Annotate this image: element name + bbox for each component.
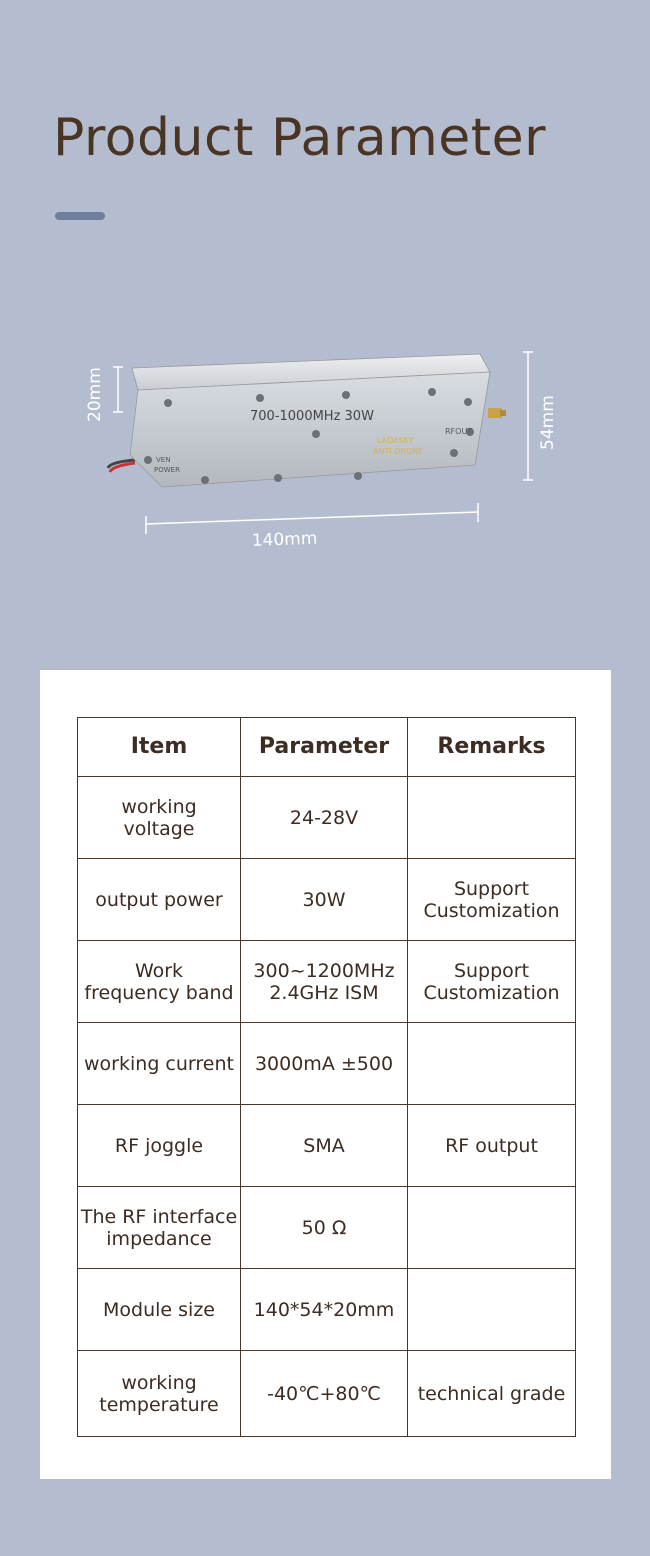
table-row — [78, 1187, 576, 1269]
cell-parameter: 140*54*20mm — [241, 1269, 408, 1351]
table-row — [78, 1351, 576, 1437]
cell-item: Work frequency band — [78, 941, 241, 1023]
cell-item: RF joggle — [78, 1105, 241, 1187]
cell-remarks — [408, 1023, 576, 1105]
module-model-label: 700-1000MHz 30W — [250, 409, 374, 424]
cell-item: output power — [78, 859, 241, 941]
table-row — [78, 777, 576, 859]
cell-parameter: 24-28V — [241, 777, 408, 859]
cell-remarks: RF output — [408, 1105, 576, 1187]
dimension-height-label: 20mm — [85, 367, 105, 422]
cell-parameter: SMA — [241, 1105, 408, 1187]
cell-parameter: -40℃+80℃ — [241, 1351, 408, 1437]
title-underline — [55, 212, 105, 220]
cell-remarks — [408, 1187, 576, 1269]
dimension-width-label: 54mm — [538, 395, 558, 450]
page-title: Product Parameter — [53, 108, 547, 168]
header-parameter: Parameter — [241, 718, 408, 777]
parameter-card — [40, 670, 611, 1479]
module-logo-line2: ANTI DRONE — [373, 447, 424, 456]
table-row — [78, 859, 576, 941]
cell-parameter: 50 Ω — [241, 1187, 408, 1269]
module-logo-line1: LADASKY — [377, 436, 414, 445]
cell-remarks: technical grade — [408, 1351, 576, 1437]
product-image — [80, 330, 580, 570]
cell-parameter: 300~1200MHz 2.4GHz ISM — [241, 941, 408, 1023]
table-row — [78, 941, 576, 1023]
parameter-table — [77, 717, 576, 1437]
cell-item: Module size — [78, 1269, 241, 1351]
module-power-label: POWER — [154, 466, 180, 474]
module-rfout-label: RFOUT — [445, 427, 473, 436]
cell-remarks — [408, 777, 576, 859]
module-ven-label: VEN — [156, 456, 171, 464]
cell-parameter: 3000mA ±500 — [241, 1023, 408, 1105]
cell-remarks — [408, 1269, 576, 1351]
cell-parameter: 30W — [241, 859, 408, 941]
dimension-length-label: 140mm — [251, 528, 318, 551]
cell-item: The RF interface impedance — [78, 1187, 241, 1269]
table-row — [78, 1023, 576, 1105]
table-row — [78, 1269, 576, 1351]
table-row — [78, 1105, 576, 1187]
table-header-row — [78, 718, 576, 777]
cell-item: working voltage — [78, 777, 241, 859]
cell-item: working current — [78, 1023, 241, 1105]
cell-remarks: Support Customization — [408, 941, 576, 1023]
header-remarks: Remarks — [408, 718, 576, 777]
cell-remarks: Support Customization — [408, 859, 576, 941]
header-item: Item — [78, 718, 241, 777]
cell-item: working temperature — [78, 1351, 241, 1437]
